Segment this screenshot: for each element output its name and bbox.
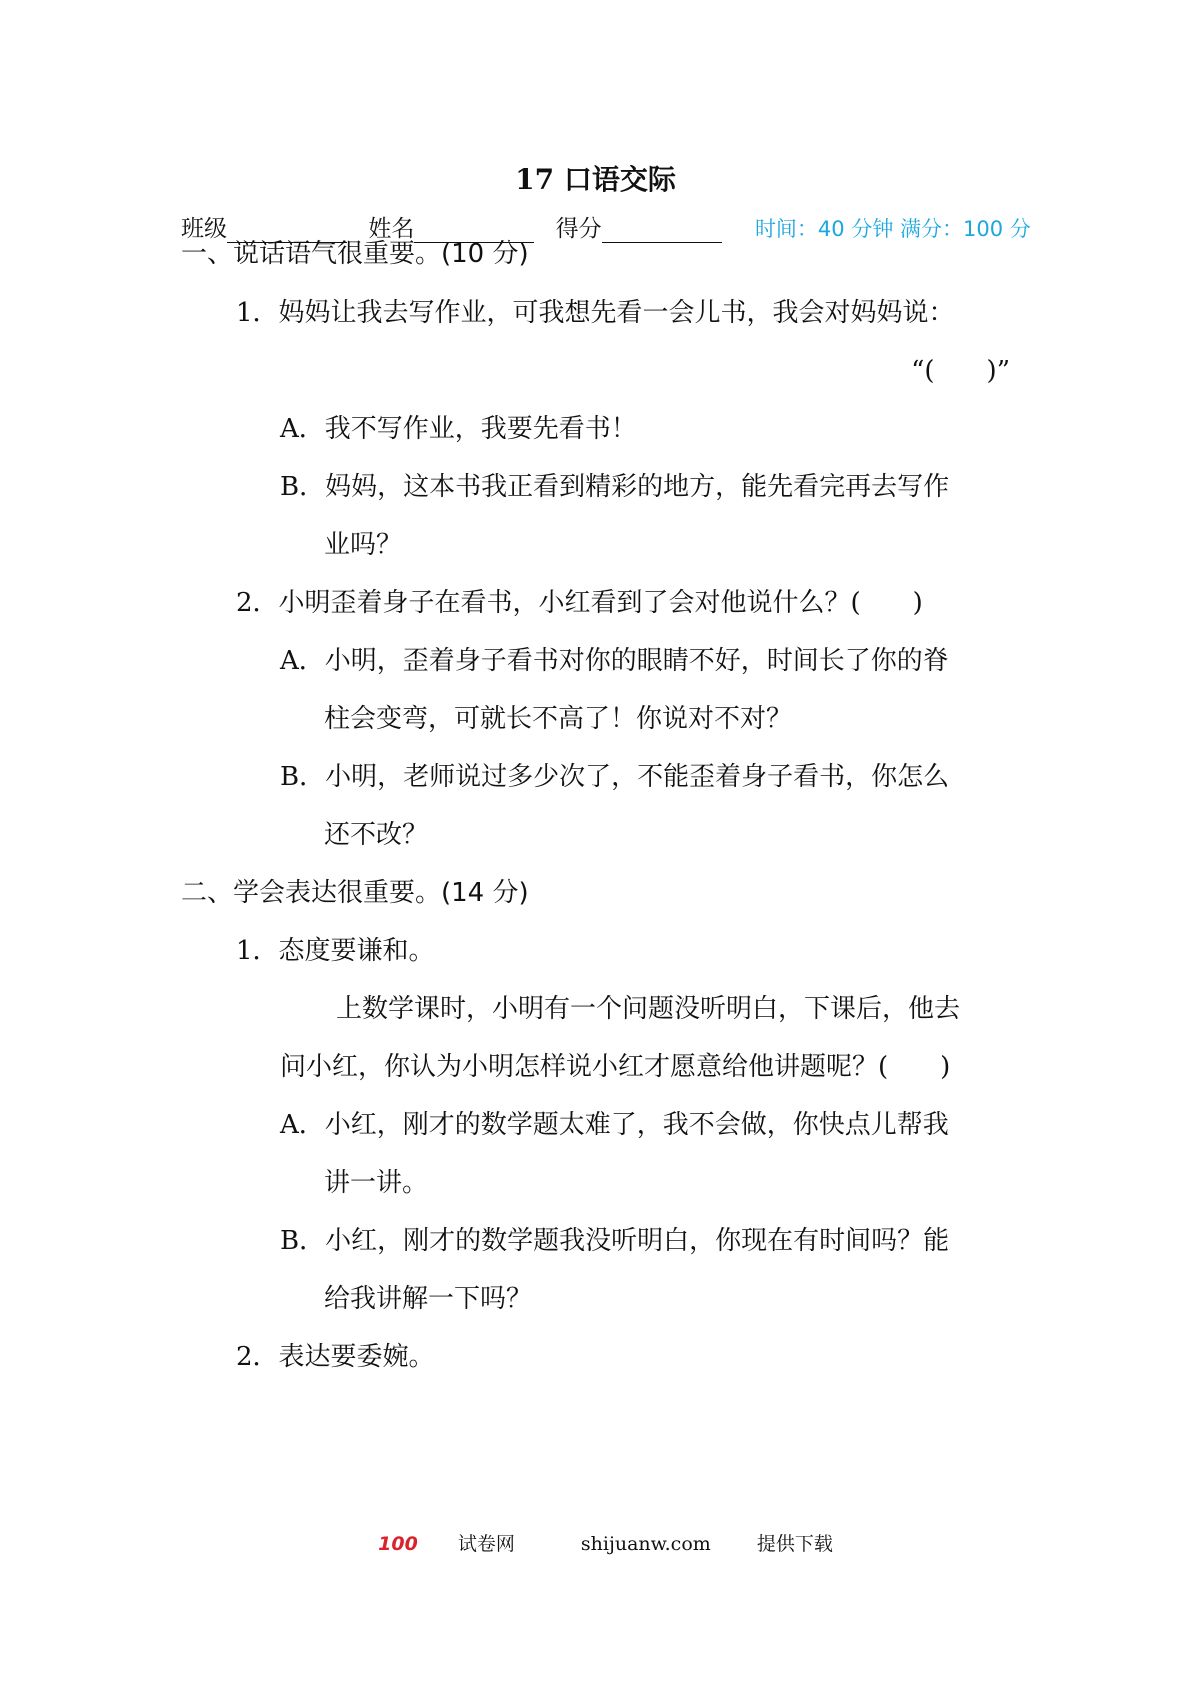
class-label: 班级 [181,216,227,242]
name-label: 姓名 [368,216,415,242]
s2-q1-paragraph-line2: 问小红，你认为小明怎样说小红才愿意给他讲题呢？( ) [280,1052,951,1082]
score-label: 得分 [555,216,602,242]
score-blank[interactable] [602,218,722,243]
s1-q2-stem: 2．小明歪着身子在看书，小红看到了会对他说什么？( ) [236,588,923,618]
s2-q2-stem: 2．表达要委婉。 [236,1342,435,1372]
s2-q1-option-b-line2: 给我讲解一下吗？ [324,1284,533,1314]
s2-q1-paragraph-line1: 上数学课时，小明有一个问题没听明白，下课后，他去 [336,994,961,1024]
s1-q2-option-a-line2: 柱会变弯，可就长不高了！你说对不对？ [324,704,793,734]
s1-q1-option-b-line1: B．妈妈，这本书我正看到精彩的地方，能先看完再去写作 [280,472,950,502]
s2-q1-option-b-line1: B．小红，刚才的数学题我没听明白，你现在有时间吗？能 [280,1226,950,1256]
s1-q1-answer-slot[interactable]: “( )” [911,356,1010,386]
site-logo [358,1533,535,1555]
s1-q2-option-b-line1: B．小明，老师说过多少次了，不能歪着身子看书，你怎么 [280,762,950,792]
s2-q1-option-a-line1: A．小红，刚才的数学题太难了，我不会做，你快点儿帮我 [280,1110,949,1140]
s2-q1-stem: 1．态度要谦和。 [236,936,435,966]
logo-text: 试卷网 [457,1533,515,1555]
s2-q1-option-a-line2: 讲一讲。 [324,1168,429,1198]
time-score-info: 时间：40 分钟 满分：100 分 [754,217,1031,241]
section-1-heading: 一、说话语气很重要。(10 分) [181,239,529,269]
page-title: 17 口语交际 [515,163,676,196]
section-2-heading: 二、学会表达很重要。(14 分) [181,878,529,908]
footer-slogan: 提供下载 [756,1533,833,1555]
logo-100: 100 [378,1533,418,1555]
s1-q1-option-a: A．我不写作业，我要先看书！ [280,414,637,444]
s1-q1-option-b-line2: 业吗？ [324,530,403,560]
s1-q2-option-a-line1: A．小明，歪着身子看书对你的眼睛不好，时间长了你的脊 [280,646,949,676]
footer [0,1529,1191,1556]
site-url[interactable]: shijuanw.com [580,1533,711,1555]
s1-q2-option-b-line2: 还不改？ [324,820,429,850]
s1-q1-stem: 1．妈妈让我去写作业，可我想先看一会儿书，我会对妈妈说： [236,298,955,328]
